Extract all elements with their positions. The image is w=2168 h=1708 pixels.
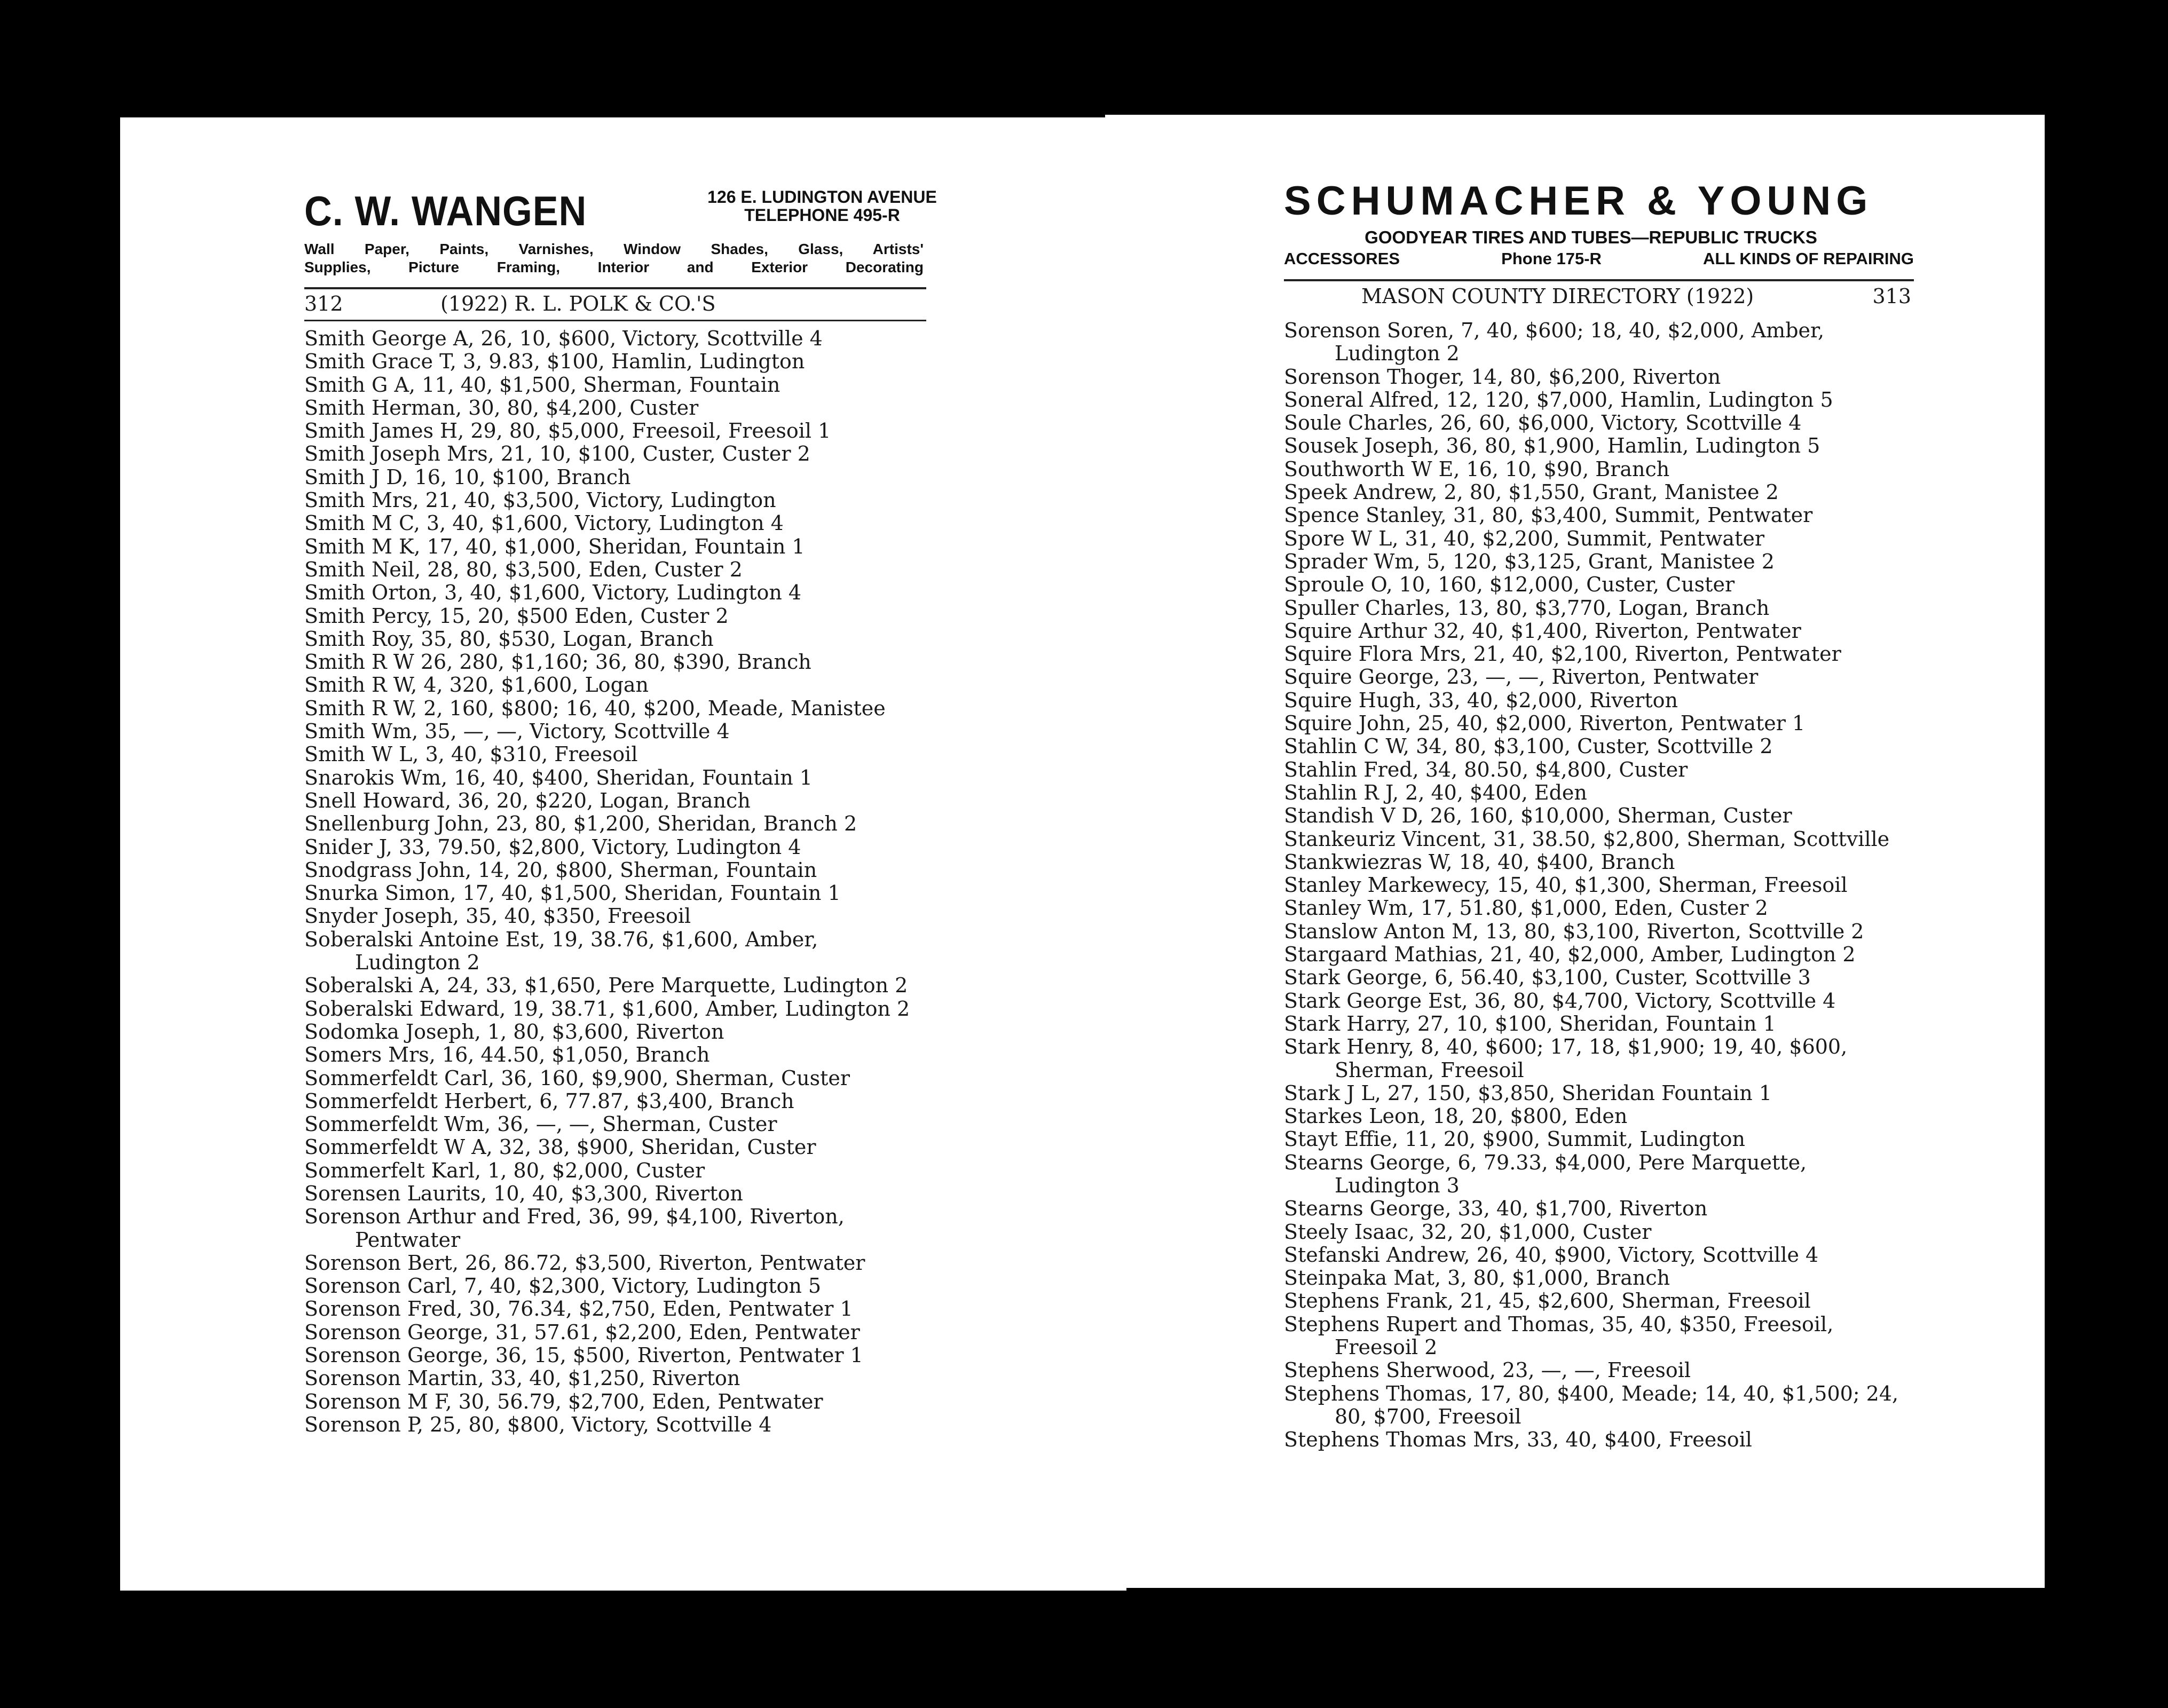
directory-entry: Smith M K, 17, 40, $1,000, Sheridan, Fountain 1 bbox=[304, 534, 805, 558]
directory-entry: Speek Andrew, 2, 80, $1,550, Grant, Manistee 2 bbox=[1284, 480, 1779, 504]
directory-entry: Spence Stanley, 31, 80, $3,400, Summit, Pentwater bbox=[1284, 503, 1813, 527]
directory-entry: Smith R W, 4, 320, $1,600, Logan bbox=[304, 673, 649, 697]
directory-entry: Snell Howard, 36, 20, $220, Logan, Branch bbox=[304, 788, 751, 812]
directory-entry: Snellenburg John, 23, 80, $1,200, Sheridan, Branch 2 bbox=[304, 812, 857, 836]
left-page bbox=[120, 117, 1126, 1591]
advertiser-accessories: ACCESSORES bbox=[1284, 249, 1400, 268]
advertiser-address bbox=[611, 188, 1033, 224]
directory-entry: Soberalski A, 24, 33, $1,650, Pere Marquette, Ludington 2 bbox=[304, 974, 908, 998]
directory-entry: Stahlin R J, 2, 40, $400, Eden bbox=[1284, 780, 1587, 804]
advertiser-products-line-2: Supplies, Picture Framing, Interior and Exterior Decorating bbox=[304, 259, 924, 275]
directory-entry: Smith W L, 3, 40, $310, Freesoil bbox=[304, 742, 638, 766]
advertiser-telephone: TELEPHONE 495-R bbox=[744, 205, 900, 225]
directory-entry: Smith M C, 3, 40, $1,600, Victory, Ludington 4 bbox=[304, 511, 784, 535]
advertiser-products-line-1: GOODYEAR TIRES AND TUBES—REPUBLIC TRUCKS bbox=[1365, 227, 1817, 247]
directory-entry: Sorenson Arthur and Fred, 36, 99, $4,100, Riverton, Pentwater bbox=[304, 1205, 845, 1252]
directory-entry: Stefanski Andrew, 26, 40, $900, Victory, Scottville 4 bbox=[1284, 1243, 1819, 1267]
directory-entry: Smith Mrs, 21, 40, $3,500, Victory, Ludington bbox=[304, 488, 776, 512]
directory-entry: Sommerfeldt Wm, 36, —, —, Sherman, Custer bbox=[304, 1112, 777, 1136]
directory-entry: Standish V D, 26, 160, $10,000, Sherman, Custer bbox=[1284, 804, 1792, 828]
directory-entry: Snider J, 33, 79.50, $2,800, Victory, Ludington 4 bbox=[304, 835, 801, 859]
directory-entry: Stanslow Anton M, 13, 80, $3,100, Riverton, Scottville 2 bbox=[1284, 919, 1864, 943]
directory-entry: Squire Hugh, 33, 40, $2,000, Riverton bbox=[1284, 688, 1678, 712]
directory-entry: Sommerfeldt Carl, 36, 160, $9,900, Sherman, Custer bbox=[304, 1066, 850, 1090]
directory-entry: Sorenson Fred, 30, 76.34, $2,750, Eden, Pentwater 1 bbox=[304, 1297, 853, 1321]
directory-entry: Sorenson Thoger, 14, 80, $6,200, Riverton bbox=[1284, 365, 1721, 389]
directory-entry: Stephens Sherwood, 23, —, —, Freesoil bbox=[1284, 1358, 1691, 1382]
directory-entry: Sorenson George, 31, 57.61, $2,200, Eden, Pentwater bbox=[304, 1320, 860, 1344]
directory-entry: Smith R W 26, 280, $1,160; 36, 80, $390, Branch bbox=[304, 650, 811, 674]
directory-entry: Sommerfeldt Herbert, 6, 77.87, $3,400, Branch bbox=[304, 1089, 794, 1113]
directory-entry: Stark George, 6, 56.40, $3,100, Custer, Scottville 3 bbox=[1284, 966, 1811, 990]
directory-entry: Smith Grace T, 3, 9.83, $100, Hamlin, Ludington bbox=[304, 350, 805, 374]
directory-entry: Sorenson Martin, 33, 40, $1,250, Riverton bbox=[304, 1366, 740, 1390]
advertiser-repairing: ALL KINDS OF REPAIRING bbox=[1703, 249, 1914, 268]
directory-entry: Stanley Wm, 17, 51.80, $1,000, Eden, Custer 2 bbox=[1284, 896, 1768, 920]
directory-entry: Soberalski Edward, 19, 38.71, $1,600, Amber, Ludington 2 bbox=[304, 997, 910, 1021]
page-number: 312 bbox=[304, 292, 343, 315]
advertiser-products-line-2 bbox=[1284, 248, 1914, 270]
directory-entry: Stark J L, 27, 150, $3,850, Sheridan Fountain 1 bbox=[1284, 1081, 1772, 1105]
running-head-rule bbox=[304, 320, 926, 321]
directory-entry: Somers Mrs, 16, 44.50, $1,050, Branch bbox=[304, 1043, 710, 1067]
directory-entry: Sprader Wm, 5, 120, $3,125, Grant, Manistee 2 bbox=[1284, 549, 1775, 573]
directory-entries-left bbox=[304, 327, 926, 1436]
directory-entries-right bbox=[1284, 319, 1914, 1452]
directory-entry: Sommerfelt Karl, 1, 80, $2,000, Custer bbox=[304, 1158, 705, 1182]
directory-entry: Stahlin C W, 34, 80, $3,100, Custer, Scottville 2 bbox=[1284, 734, 1773, 758]
directory-entry: Stephens Rupert and Thomas, 35, 40, $350, Freesoil, Freesoil 2 bbox=[1284, 1312, 1834, 1359]
directory-entry: Squire Flora Mrs, 21, 40, $2,100, Riverton, Pentwater bbox=[1284, 642, 1841, 666]
right-page bbox=[1105, 115, 2045, 1588]
directory-entry: Sodomka Joseph, 1, 80, $3,600, Riverton bbox=[304, 1019, 724, 1043]
header-rule bbox=[304, 287, 926, 289]
running-title: (1922) R. L. POLK & CO.'S bbox=[440, 292, 716, 315]
directory-entry: Sorenson Soren, 7, 40, $600; 18, 40, $2,000, Amber, Ludington 2 bbox=[1284, 319, 1825, 366]
directory-entry: Smith George A, 26, 10, $600, Victory, Scottville 4 bbox=[304, 327, 823, 350]
running-title: MASON COUNTY DIRECTORY (1922) bbox=[1361, 284, 1754, 308]
directory-entry: Sproule O, 10, 160, $12,000, Custer, Custer bbox=[1284, 573, 1735, 597]
directory-entry: Sorenson M F, 30, 56.79, $2,700, Eden, Pentwater bbox=[304, 1389, 823, 1413]
page-number: 313 bbox=[1872, 284, 1911, 308]
directory-entry: Stephens Thomas Mrs, 33, 40, $400, Freesoil bbox=[1284, 1428, 1752, 1452]
directory-entry: Squire George, 23, —, —, Riverton, Pentwater bbox=[1284, 665, 1759, 689]
header-rule bbox=[1284, 279, 1914, 281]
directory-entry: Sommerfeldt W A, 32, 38, $900, Sheridan, Custer bbox=[304, 1135, 816, 1159]
directory-entry: Sorenson George, 36, 15, $500, Riverton, Pentwater 1 bbox=[304, 1343, 863, 1367]
directory-entry: Sorensen Laurits, 10, 40, $3,300, Riverton bbox=[304, 1181, 743, 1205]
directory-entry: Stephens Thomas, 17, 80, $400, Meade; 14, 40, $1,500; 24, 80, $700, Freesoil bbox=[1284, 1381, 1899, 1428]
directory-entry: Smith J D, 16, 10, $100, Branch bbox=[304, 465, 631, 489]
directory-entry: Stayt Effie, 11, 20, $900, Summit, Ludington bbox=[1284, 1127, 1745, 1151]
directory-entry: Smith Roy, 35, 80, $530, Logan, Branch bbox=[304, 627, 714, 651]
directory-entry: Smith Herman, 30, 80, $4,200, Custer bbox=[304, 396, 699, 420]
directory-entry: Sorenson Carl, 7, 40, $2,300, Victory, Ludington 5 bbox=[304, 1274, 822, 1298]
directory-entry: Smith Percy, 15, 20, $500 Eden, Custer 2 bbox=[304, 604, 729, 628]
directory-entry: Steely Isaac, 32, 20, $1,000, Custer bbox=[1284, 1220, 1652, 1244]
directory-entry: Snurka Simon, 17, 40, $1,500, Sheridan, Fountain 1 bbox=[304, 881, 841, 905]
advertiser-name: C. W. WANGEN bbox=[304, 187, 587, 234]
directory-entry: Stearns George, 6, 79.33, $4,000, Pere Marquette, Ludington 3 bbox=[1284, 1150, 1807, 1197]
directory-entry: Steinpaka Mat, 3, 80, $1,000, Branch bbox=[1284, 1266, 1670, 1290]
directory-entry: Stankwiezras W, 18, 40, $400, Branch bbox=[1284, 850, 1675, 874]
directory-entry: Stahlin Fred, 34, 80.50, $4,800, Custer bbox=[1284, 757, 1688, 781]
directory-entry: Stark George Est, 36, 80, $4,700, Victory, Scottville 4 bbox=[1284, 989, 1836, 1013]
directory-entry: Smith Wm, 35, —, —, Victory, Scottville 4 bbox=[304, 719, 730, 744]
directory-entry: Stark Harry, 27, 10, $100, Sheridan, Fountain 1 bbox=[1284, 1011, 1776, 1035]
directory-entry: Starkes Leon, 18, 20, $800, Eden bbox=[1284, 1104, 1628, 1128]
directory-entry: Stanley Markewecy, 15, 40, $1,300, Sherman, Freesoil bbox=[1284, 873, 1848, 897]
directory-entry: Stephens Frank, 21, 45, $2,600, Sherman, Freesoil bbox=[1284, 1289, 1811, 1313]
directory-entry: Snodgrass John, 14, 20, $800, Sherman, Fountain bbox=[304, 858, 817, 882]
directory-entry: Squire Arthur 32, 40, $1,400, Riverton, Pentwater bbox=[1284, 619, 1801, 643]
directory-entry: Snarokis Wm, 16, 40, $400, Sheridan, Fountain 1 bbox=[304, 765, 813, 789]
advertiser-phone: Phone 175-R bbox=[1501, 249, 1602, 268]
directory-entry: Soneral Alfred, 12, 120, $7,000, Hamlin, Ludington 5 bbox=[1284, 388, 1833, 412]
advertiser-name: SCHUMACHER & YOUNG bbox=[1284, 178, 1873, 224]
advertiser-products-line-1: Wall Paper, Paints, Varnishes, Window Shades, Glass, Artists' bbox=[304, 241, 924, 257]
directory-entry: Smith James H, 29, 80, $5,000, Freesoil, Freesoil 1 bbox=[304, 419, 831, 443]
directory-entry: Smith G A, 11, 40, $1,500, Sherman, Fountain bbox=[304, 373, 781, 397]
directory-entry: Stargaard Mathias, 21, 40, $2,000, Amber, Ludington 2 bbox=[1284, 943, 1856, 967]
directory-entry: Soule Charles, 26, 60, $6,000, Victory, Scottville 4 bbox=[1284, 411, 1802, 435]
directory-entry: Sorenson P, 25, 80, $800, Victory, Scottville 4 bbox=[304, 1412, 772, 1436]
directory-entry: Stearns George, 33, 40, $1,700, Riverton bbox=[1284, 1197, 1708, 1221]
directory-entry: Spore W L, 31, 40, $2,200, Summit, Pentwater bbox=[1284, 526, 1764, 550]
directory-entry: Sorenson Bert, 26, 86.72, $3,500, Riverton, Pentwater bbox=[304, 1251, 865, 1275]
directory-entry: Sousek Joseph, 36, 80, $1,900, Hamlin, Ludington 5 bbox=[1284, 434, 1820, 458]
directory-entry: Smith Joseph Mrs, 21, 10, $100, Custer, Custer 2 bbox=[304, 442, 810, 466]
directory-entry: Smith Orton, 3, 40, $1,600, Victory, Ludington 4 bbox=[304, 581, 802, 605]
directory-entry: Snyder Joseph, 35, 40, $350, Freesoil bbox=[304, 904, 691, 928]
directory-entry: Smith Neil, 28, 80, $3,500, Eden, Custer 2 bbox=[304, 557, 743, 581]
directory-entry: Soberalski Antoine Est, 19, 38.76, $1,600, Amber, Ludington 2 bbox=[304, 927, 818, 975]
directory-entry: Southworth W E, 16, 10, $90, Branch bbox=[1284, 457, 1670, 481]
advertiser-street: 126 E. LUDINGTON AVENUE bbox=[707, 187, 937, 207]
directory-entry: Squire John, 25, 40, $2,000, Riverton, Pentwater 1 bbox=[1284, 711, 1806, 736]
directory-entry: Stankeuriz Vincent, 31, 38.50, $2,800, Sherman, Scottville bbox=[1284, 827, 1890, 851]
directory-entry: Smith R W, 2, 160, $800; 16, 40, $200, Meade, Manistee bbox=[304, 696, 886, 720]
directory-entry: Spuller Charles, 13, 80, $3,770, Logan, Branch bbox=[1284, 596, 1770, 620]
directory-entry: Stark Henry, 8, 40, $600; 17, 18, $1,900; 19, 40, $600, Sherman, Freesoil bbox=[1284, 1035, 1848, 1082]
